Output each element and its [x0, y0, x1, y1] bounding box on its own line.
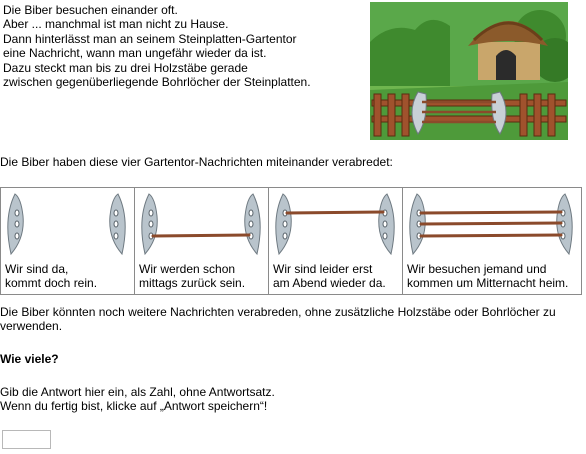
bore-hole [114, 233, 118, 239]
stone-plate [276, 194, 291, 254]
wooden-stick [153, 235, 249, 236]
message-caption [407, 262, 568, 291]
question-heading: Wie viele? [0, 352, 59, 366]
message-caption-line: Wir besuchen jemand und [407, 262, 547, 276]
wooden-stick [421, 212, 561, 213]
stone-plate [110, 194, 125, 254]
bore-hole [114, 210, 118, 216]
stone-plate [379, 194, 394, 254]
stone-plate [8, 194, 23, 254]
message-caption [273, 262, 386, 291]
message-caption-line: kommen um Mitternacht heim. [407, 276, 569, 291]
gate-icon [135, 188, 269, 260]
message-caption-line: mittags zurück sein. [139, 276, 246, 291]
message-caption [139, 262, 245, 291]
bore-hole [114, 221, 118, 227]
message-cell [1, 188, 134, 294]
intro-line: Dazu steckt man bis zu drei Holzstäbe gerade [3, 60, 248, 75]
answer-input[interactable] [2, 430, 51, 449]
message-caption-line: Wir sind da, [5, 262, 69, 276]
bore-hole [15, 221, 19, 227]
beaver-hut-gate-illustration [370, 2, 568, 140]
bore-hole [383, 221, 387, 227]
intro-line: Dann hinterlässt man an seinem Steinplatten-Gartentor [3, 31, 297, 46]
stone-plate [142, 194, 157, 254]
message-caption-line: Wir sind leider erst [273, 262, 373, 276]
agreed-messages-text: Die Biber haben diese vier Gartentor-Nachrichten miteinander verabredet: [0, 155, 393, 169]
stone-plate [245, 194, 260, 254]
intro-line: eine Nachricht, wann man ungefähr wieder da ist. [3, 46, 267, 61]
wooden-stick [421, 235, 561, 236]
bore-hole [249, 221, 253, 227]
message-cell [268, 188, 402, 294]
bore-hole [383, 233, 387, 239]
message-cell [134, 188, 268, 294]
instruction-line: Gib die Antwort hier ein, als Zahl, ohne Antwortsatz. [0, 385, 275, 399]
instruction-line: Wenn du fertig bist, klicke auf „Antwort speichern“! [0, 399, 268, 413]
intro-text [3, 3, 311, 89]
wooden-stick [287, 212, 383, 213]
intro-line: Aber ... manchmal ist man nicht zu Hause. [3, 17, 229, 32]
more-messages-text: Die Biber könnten noch weitere Nachrichten verabreden, ohne zusätzliche Holzstäbe oder Bohrlöcher zu verwenden. [0, 305, 556, 334]
gate-icon [269, 188, 403, 260]
gate-icon [1, 188, 134, 260]
bore-hole [283, 221, 287, 227]
bore-hole [249, 210, 253, 216]
bore-hole [15, 233, 19, 239]
gate-icon [403, 188, 581, 260]
bore-hole [149, 221, 153, 227]
intro-line: zwischen gegenüberliegende Bohrlöcher der Steinplatten. [3, 75, 311, 90]
message-caption-line: am Abend wieder da. [273, 276, 386, 291]
messages-table [0, 187, 582, 295]
message-caption-line: Wir werden schon [139, 262, 236, 276]
bore-hole [15, 210, 19, 216]
wooden-stick [421, 223, 561, 224]
message-cell [402, 188, 581, 294]
message-caption-line: kommt doch rein. [5, 276, 98, 291]
intro-line: Die Biber besuchen einander oft. [3, 3, 178, 17]
message-caption [5, 262, 97, 291]
bore-hole [149, 210, 153, 216]
bore-hole [283, 233, 287, 239]
